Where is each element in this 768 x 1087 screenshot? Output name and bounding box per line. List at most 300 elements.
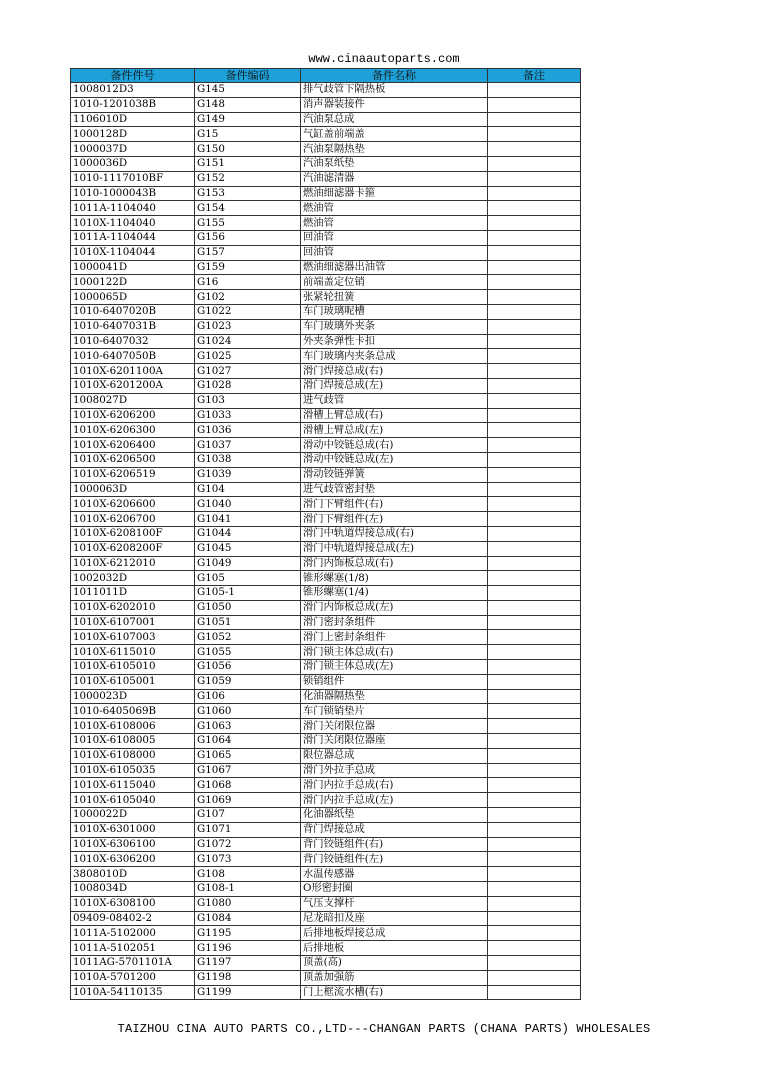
cell-remarks bbox=[488, 378, 581, 393]
table-row bbox=[71, 378, 581, 393]
cell-part-code: G1084 bbox=[195, 911, 301, 926]
cell-part-name: 滑门关闭限位器座 bbox=[301, 734, 488, 749]
table-row bbox=[71, 112, 581, 127]
cell-part-number: 1000037D bbox=[71, 142, 195, 157]
table-row bbox=[71, 748, 581, 763]
table-row bbox=[71, 645, 581, 660]
cell-part-number: 1010-1117010BF bbox=[71, 171, 195, 186]
cell-part-code: G150 bbox=[195, 142, 301, 157]
cell-remarks bbox=[488, 778, 581, 793]
table-row bbox=[71, 245, 581, 260]
cell-part-code: G1036 bbox=[195, 423, 301, 438]
header-part-name: 备件名称 bbox=[301, 69, 488, 83]
cell-remarks bbox=[488, 541, 581, 556]
cell-part-code: G1073 bbox=[195, 852, 301, 867]
cell-remarks bbox=[488, 97, 581, 112]
cell-remarks bbox=[488, 364, 581, 379]
cell-remarks bbox=[488, 216, 581, 231]
cell-part-code: G1038 bbox=[195, 452, 301, 467]
cell-part-number: 1010-6407020B bbox=[71, 304, 195, 319]
cell-part-number: 1010X-6206700 bbox=[71, 512, 195, 527]
cell-part-name: 背门铰链组件(左) bbox=[301, 852, 488, 867]
cell-remarks bbox=[488, 956, 581, 971]
cell-part-number: 1011A-1104040 bbox=[71, 201, 195, 216]
cell-remarks bbox=[488, 852, 581, 867]
cell-part-code: G108-1 bbox=[195, 882, 301, 897]
cell-part-name: 滑动中铰链总成(左) bbox=[301, 452, 488, 467]
table-row bbox=[71, 586, 581, 601]
cell-part-name: O形密封圈 bbox=[301, 882, 488, 897]
cell-part-code: G157 bbox=[195, 245, 301, 260]
cell-part-name: 滑门焊接总成(右) bbox=[301, 364, 488, 379]
table-row bbox=[71, 615, 581, 630]
cell-part-code: G1024 bbox=[195, 334, 301, 349]
cell-part-name: 锥形螺塞(1/4) bbox=[301, 586, 488, 601]
cell-part-name: 车门锁销垫片 bbox=[301, 704, 488, 719]
table-row bbox=[71, 452, 581, 467]
cell-part-number: 1000036D bbox=[71, 156, 195, 171]
cell-part-name: 限位器总成 bbox=[301, 748, 488, 763]
cell-remarks bbox=[488, 127, 581, 142]
cell-remarks bbox=[488, 882, 581, 897]
cell-remarks bbox=[488, 970, 581, 985]
cell-part-name: 汽油泵隔热垫 bbox=[301, 142, 488, 157]
cell-part-name: 滑门锁主体总成(右) bbox=[301, 645, 488, 660]
cell-part-number: 1010X-6208100F bbox=[71, 526, 195, 541]
table-row bbox=[71, 334, 581, 349]
table-row bbox=[71, 408, 581, 423]
cell-remarks bbox=[488, 260, 581, 275]
cell-part-name: 汽油滤清器 bbox=[301, 171, 488, 186]
cell-part-code: G1067 bbox=[195, 763, 301, 778]
cell-part-code: G104 bbox=[195, 482, 301, 497]
table-row bbox=[71, 216, 581, 231]
cell-remarks bbox=[488, 171, 581, 186]
cell-remarks bbox=[488, 763, 581, 778]
cell-part-number: 1010X-6308100 bbox=[71, 896, 195, 911]
cell-remarks bbox=[488, 467, 581, 482]
cell-part-code: G1064 bbox=[195, 734, 301, 749]
cell-part-name: 外夹条弹性卡扣 bbox=[301, 334, 488, 349]
table-row bbox=[71, 290, 581, 305]
cell-part-name: 车门玻璃外夹条 bbox=[301, 319, 488, 334]
cell-part-code: G1049 bbox=[195, 556, 301, 571]
cell-part-number: 1010X-6115040 bbox=[71, 778, 195, 793]
cell-remarks bbox=[488, 793, 581, 808]
cell-part-name: 进气歧管密封垫 bbox=[301, 482, 488, 497]
cell-remarks bbox=[488, 689, 581, 704]
cell-part-number: 1008027D bbox=[71, 393, 195, 408]
table-row bbox=[71, 393, 581, 408]
table-row bbox=[71, 156, 581, 171]
cell-part-name: 滑门关闭限位器 bbox=[301, 719, 488, 734]
table-row bbox=[71, 763, 581, 778]
cell-part-code: G1022 bbox=[195, 304, 301, 319]
site-url: www.cinaautoparts.com bbox=[308, 52, 460, 66]
table-row bbox=[71, 793, 581, 808]
cell-part-code: G149 bbox=[195, 112, 301, 127]
table-row bbox=[71, 319, 581, 334]
cell-part-code: G153 bbox=[195, 186, 301, 201]
table-row bbox=[71, 600, 581, 615]
cell-remarks bbox=[488, 142, 581, 157]
cell-part-name: 锥形螺塞(1/8) bbox=[301, 571, 488, 586]
cell-part-code: G1072 bbox=[195, 837, 301, 852]
cell-part-code: G102 bbox=[195, 290, 301, 305]
cell-part-code: G103 bbox=[195, 393, 301, 408]
cell-part-number: 1011AG-5701101A bbox=[71, 956, 195, 971]
cell-remarks bbox=[488, 201, 581, 216]
cell-remarks bbox=[488, 423, 581, 438]
cell-remarks bbox=[488, 660, 581, 675]
table-row bbox=[71, 482, 581, 497]
cell-part-number: 1010X-6108005 bbox=[71, 734, 195, 749]
cell-remarks bbox=[488, 304, 581, 319]
cell-part-code: G1051 bbox=[195, 615, 301, 630]
cell-part-number: 1000022D bbox=[71, 808, 195, 823]
cell-part-number: 1010-6405069B bbox=[71, 704, 195, 719]
cell-part-name: 滑门内饰板总成(右) bbox=[301, 556, 488, 571]
footer-company: TAIZHOU CINA AUTO PARTS CO.,LTD---CHANGAN PARTS (CHANA PARTS) WHOLESALES bbox=[117, 1022, 651, 1036]
cell-part-number: 1010X-6105010 bbox=[71, 660, 195, 675]
cell-part-code: G1045 bbox=[195, 541, 301, 556]
cell-part-code: G105-1 bbox=[195, 586, 301, 601]
cell-part-number: 1010X-6301000 bbox=[71, 822, 195, 837]
cell-remarks bbox=[488, 734, 581, 749]
cell-part-name: 车门玻璃呢槽 bbox=[301, 304, 488, 319]
cell-remarks bbox=[488, 822, 581, 837]
cell-part-name: 张紧轮扭簧 bbox=[301, 290, 488, 305]
cell-part-name: 背门焊接总成 bbox=[301, 822, 488, 837]
cell-part-name: 门上框流水槽(右) bbox=[301, 985, 488, 1000]
cell-part-number: 1010X-6201200A bbox=[71, 378, 195, 393]
cell-part-number: 1010X-6208200F bbox=[71, 541, 195, 556]
cell-remarks bbox=[488, 911, 581, 926]
table-row bbox=[71, 704, 581, 719]
cell-part-name: 滑槽上臂总成(左) bbox=[301, 423, 488, 438]
cell-part-code: G1196 bbox=[195, 941, 301, 956]
cell-part-number: 1000122D bbox=[71, 275, 195, 290]
cell-remarks bbox=[488, 941, 581, 956]
cell-remarks bbox=[488, 186, 581, 201]
cell-remarks bbox=[488, 808, 581, 823]
table-row bbox=[71, 260, 581, 275]
cell-part-name: 滑门锁主体总成(左) bbox=[301, 660, 488, 675]
cell-part-name: 燃油管 bbox=[301, 201, 488, 216]
table-header-row bbox=[71, 69, 581, 83]
cell-part-code: G1199 bbox=[195, 985, 301, 1000]
table-row bbox=[71, 349, 581, 364]
cell-part-code: G1041 bbox=[195, 512, 301, 527]
cell-part-name: 燃油细滤器卡箍 bbox=[301, 186, 488, 201]
header-part-code: 备件编码 bbox=[195, 69, 301, 83]
cell-part-code: G1060 bbox=[195, 704, 301, 719]
table-row bbox=[71, 364, 581, 379]
cell-part-number: 1010X-6108006 bbox=[71, 719, 195, 734]
cell-part-code: G1037 bbox=[195, 438, 301, 453]
cell-remarks bbox=[488, 985, 581, 1000]
cell-remarks bbox=[488, 748, 581, 763]
cell-part-number: 1000041D bbox=[71, 260, 195, 275]
cell-remarks bbox=[488, 600, 581, 615]
cell-part-number: 1011011D bbox=[71, 586, 195, 601]
cell-part-name: 进气歧管 bbox=[301, 393, 488, 408]
cell-part-number: 1010X-6105040 bbox=[71, 793, 195, 808]
table-row bbox=[71, 127, 581, 142]
cell-part-number: 1000128D bbox=[71, 127, 195, 142]
table-row bbox=[71, 83, 581, 98]
cell-part-number: 3808010D bbox=[71, 867, 195, 882]
table-row bbox=[71, 630, 581, 645]
header-part-number: 备件件号 bbox=[71, 69, 195, 83]
cell-part-name: 滑门下臂组件(左) bbox=[301, 512, 488, 527]
cell-remarks bbox=[488, 156, 581, 171]
cell-remarks bbox=[488, 112, 581, 127]
cell-remarks bbox=[488, 83, 581, 98]
cell-part-name: 排气歧管下隔热板 bbox=[301, 83, 488, 98]
cell-part-number: 1010X-6306200 bbox=[71, 852, 195, 867]
cell-remarks bbox=[488, 438, 581, 453]
cell-part-number: 1010X-6206200 bbox=[71, 408, 195, 423]
cell-part-name: 车门玻璃内夹条总成 bbox=[301, 349, 488, 364]
cell-part-code: G1080 bbox=[195, 896, 301, 911]
cell-part-name: 气压支撑杆 bbox=[301, 896, 488, 911]
cell-part-code: G1071 bbox=[195, 822, 301, 837]
cell-part-code: G1025 bbox=[195, 349, 301, 364]
cell-part-number: 1011A-5102051 bbox=[71, 941, 195, 956]
cell-part-name: 滑门内拉手总成(右) bbox=[301, 778, 488, 793]
cell-part-number: 1010X-6105035 bbox=[71, 763, 195, 778]
cell-part-code: G1050 bbox=[195, 600, 301, 615]
cell-remarks bbox=[488, 645, 581, 660]
cell-part-name: 燃油管 bbox=[301, 216, 488, 231]
cell-part-code: G108 bbox=[195, 867, 301, 882]
cell-part-code: G107 bbox=[195, 808, 301, 823]
cell-part-code: G1056 bbox=[195, 660, 301, 675]
cell-part-number: 1010X-6108000 bbox=[71, 748, 195, 763]
table-row bbox=[71, 734, 581, 749]
cell-part-code: G1033 bbox=[195, 408, 301, 423]
cell-part-number: 1010X-6306100 bbox=[71, 837, 195, 852]
table-row bbox=[71, 526, 581, 541]
table-row bbox=[71, 467, 581, 482]
cell-remarks bbox=[488, 393, 581, 408]
cell-remarks bbox=[488, 556, 581, 571]
cell-part-code: G151 bbox=[195, 156, 301, 171]
table-row bbox=[71, 674, 581, 689]
cell-remarks bbox=[488, 512, 581, 527]
cell-remarks bbox=[488, 926, 581, 941]
cell-part-number: 1010X-6107003 bbox=[71, 630, 195, 645]
cell-part-code: G154 bbox=[195, 201, 301, 216]
cell-part-code: G1069 bbox=[195, 793, 301, 808]
cell-part-number: 1010X-6115010 bbox=[71, 645, 195, 660]
cell-part-name: 顶盖加强筋 bbox=[301, 970, 488, 985]
cell-part-code: G1195 bbox=[195, 926, 301, 941]
cell-remarks bbox=[488, 408, 581, 423]
cell-part-code: G1040 bbox=[195, 497, 301, 512]
cell-part-number: 1010X-6206500 bbox=[71, 452, 195, 467]
cell-part-number: 1010X-6206519 bbox=[71, 467, 195, 482]
cell-part-name: 汽油泵纸垫 bbox=[301, 156, 488, 171]
cell-part-name: 滑门外拉手总成 bbox=[301, 763, 488, 778]
cell-part-code: G1044 bbox=[195, 526, 301, 541]
cell-part-name: 化油器隔热垫 bbox=[301, 689, 488, 704]
cell-part-code: G156 bbox=[195, 230, 301, 245]
table-row bbox=[71, 97, 581, 112]
cell-part-name: 滑门中轨道焊接总成(左) bbox=[301, 541, 488, 556]
table-row bbox=[71, 275, 581, 290]
cell-part-name: 滑门中轨道焊接总成(右) bbox=[301, 526, 488, 541]
cell-part-code: G106 bbox=[195, 689, 301, 704]
cell-part-code: G1065 bbox=[195, 748, 301, 763]
table-row bbox=[71, 171, 581, 186]
cell-part-number: 1010X-6107001 bbox=[71, 615, 195, 630]
cell-part-code: G148 bbox=[195, 97, 301, 112]
table-row bbox=[71, 837, 581, 852]
cell-part-code: G159 bbox=[195, 260, 301, 275]
table-row bbox=[71, 882, 581, 897]
cell-part-code: G145 bbox=[195, 83, 301, 98]
cell-remarks bbox=[488, 497, 581, 512]
cell-part-number: 1008012D3 bbox=[71, 83, 195, 98]
cell-remarks bbox=[488, 867, 581, 882]
cell-part-name: 锁销组件 bbox=[301, 674, 488, 689]
cell-part-number: 1010-6407050B bbox=[71, 349, 195, 364]
cell-part-number: 1010X-6206400 bbox=[71, 438, 195, 453]
cell-part-code: G1068 bbox=[195, 778, 301, 793]
cell-part-name: 滑门内拉手总成(左) bbox=[301, 793, 488, 808]
table-row bbox=[71, 985, 581, 1000]
cell-remarks bbox=[488, 482, 581, 497]
cell-part-number: 1010X-6206600 bbox=[71, 497, 195, 512]
cell-remarks bbox=[488, 630, 581, 645]
table-row bbox=[71, 926, 581, 941]
cell-part-code: G1028 bbox=[195, 378, 301, 393]
cell-part-code: G15 bbox=[195, 127, 301, 142]
cell-part-name: 回油管 bbox=[301, 245, 488, 260]
cell-part-number: 09409-08402-2 bbox=[71, 911, 195, 926]
table-row bbox=[71, 304, 581, 319]
cell-part-name: 滑门内饰板总成(左) bbox=[301, 600, 488, 615]
table-row bbox=[71, 186, 581, 201]
cell-part-number: 1010X-6105001 bbox=[71, 674, 195, 689]
cell-part-code: G1059 bbox=[195, 674, 301, 689]
cell-part-number: 1011A-1104044 bbox=[71, 230, 195, 245]
cell-remarks bbox=[488, 452, 581, 467]
cell-remarks bbox=[488, 245, 581, 260]
cell-remarks bbox=[488, 615, 581, 630]
cell-part-number: 1002032D bbox=[71, 571, 195, 586]
cell-part-number: 1010-1201038B bbox=[71, 97, 195, 112]
cell-part-name: 回油管 bbox=[301, 230, 488, 245]
cell-part-number: 1010X-6202010 bbox=[71, 600, 195, 615]
cell-part-number: 1106010D bbox=[71, 112, 195, 127]
cell-remarks bbox=[488, 526, 581, 541]
cell-remarks bbox=[488, 230, 581, 245]
cell-part-name: 滑门焊接总成(左) bbox=[301, 378, 488, 393]
cell-part-number: 1010X-6206300 bbox=[71, 423, 195, 438]
cell-part-number: 1010X-1104044 bbox=[71, 245, 195, 260]
cell-part-number: 1008034D bbox=[71, 882, 195, 897]
cell-part-code: G16 bbox=[195, 275, 301, 290]
cell-part-name: 背门铰链组件(右) bbox=[301, 837, 488, 852]
cell-remarks bbox=[488, 837, 581, 852]
cell-part-name: 尼龙暗扣及座 bbox=[301, 911, 488, 926]
cell-part-code: G1198 bbox=[195, 970, 301, 985]
cell-remarks bbox=[488, 334, 581, 349]
header-remarks: 备注 bbox=[488, 69, 581, 83]
cell-part-number: 1010X-1104040 bbox=[71, 216, 195, 231]
cell-part-number: 1000065D bbox=[71, 290, 195, 305]
cell-part-name: 化油器纸垫 bbox=[301, 808, 488, 823]
cell-remarks bbox=[488, 319, 581, 334]
table-row bbox=[71, 541, 581, 556]
table-row bbox=[71, 896, 581, 911]
cell-part-code: G1063 bbox=[195, 719, 301, 734]
parts-table bbox=[70, 68, 581, 1000]
table-body bbox=[71, 83, 581, 1000]
cell-part-name: 滑门下臂组件(右) bbox=[301, 497, 488, 512]
cell-part-name: 水温传感器 bbox=[301, 867, 488, 882]
cell-part-name: 滑槽上臂总成(右) bbox=[301, 408, 488, 423]
cell-part-name: 滑动中铰链总成(右) bbox=[301, 438, 488, 453]
cell-part-name: 顶盖(高) bbox=[301, 956, 488, 971]
table-row bbox=[71, 867, 581, 882]
cell-part-code: G1039 bbox=[195, 467, 301, 482]
table-row bbox=[71, 201, 581, 216]
cell-remarks bbox=[488, 275, 581, 290]
cell-remarks bbox=[488, 896, 581, 911]
table-row bbox=[71, 778, 581, 793]
cell-part-code: G1023 bbox=[195, 319, 301, 334]
cell-part-name: 汽油泵总成 bbox=[301, 112, 488, 127]
cell-remarks bbox=[488, 674, 581, 689]
cell-remarks bbox=[488, 704, 581, 719]
table-row bbox=[71, 660, 581, 675]
table-row bbox=[71, 941, 581, 956]
cell-part-number: 1010-6407032 bbox=[71, 334, 195, 349]
cell-part-number: 1010X-6201100A bbox=[71, 364, 195, 379]
cell-part-code: G1027 bbox=[195, 364, 301, 379]
table-row bbox=[71, 808, 581, 823]
cell-part-code: G1197 bbox=[195, 956, 301, 971]
table-row bbox=[71, 438, 581, 453]
cell-part-number: 1010X-6212010 bbox=[71, 556, 195, 571]
cell-part-name: 后排地板 bbox=[301, 941, 488, 956]
cell-part-number: 1010-6407031B bbox=[71, 319, 195, 334]
table-row bbox=[71, 719, 581, 734]
table-row bbox=[71, 970, 581, 985]
cell-part-name: 滑动铰链弹簧 bbox=[301, 467, 488, 482]
table-row bbox=[71, 423, 581, 438]
cell-remarks bbox=[488, 719, 581, 734]
cell-remarks bbox=[488, 290, 581, 305]
cell-part-code: G105 bbox=[195, 571, 301, 586]
cell-part-name: 滑门密封条组件 bbox=[301, 615, 488, 630]
cell-part-code: G152 bbox=[195, 171, 301, 186]
cell-part-name: 燃油细滤器出油管 bbox=[301, 260, 488, 275]
table-row bbox=[71, 822, 581, 837]
cell-part-number: 1010-1000043B bbox=[71, 186, 195, 201]
table-row bbox=[71, 230, 581, 245]
cell-part-code: G155 bbox=[195, 216, 301, 231]
cell-remarks bbox=[488, 349, 581, 364]
table-row bbox=[71, 956, 581, 971]
table-row bbox=[71, 512, 581, 527]
table-row bbox=[71, 689, 581, 704]
table-row bbox=[71, 142, 581, 157]
